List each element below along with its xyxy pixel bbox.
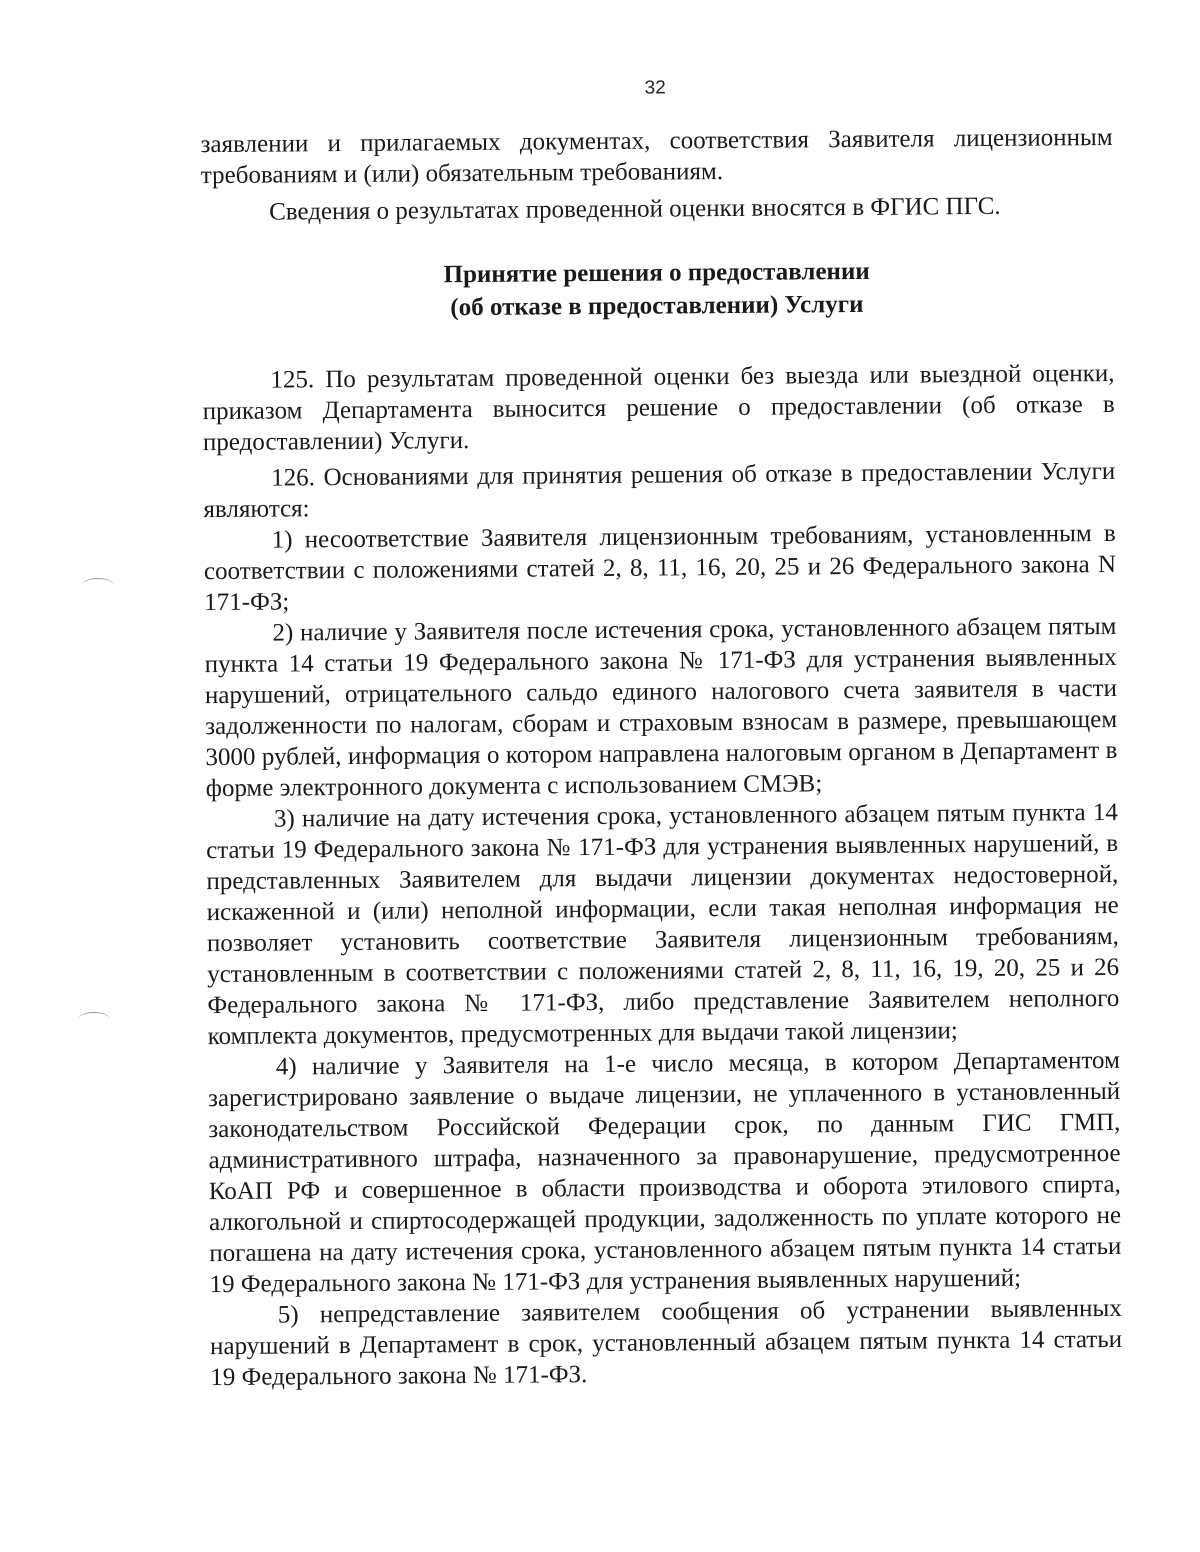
paragraph-125: 125. По результатам проведенной оценки без выезда или выездной оценки, приказом Департамента выносится решение о предоставлении (об отказе в предоставлении) Услуги. (202, 359, 1115, 457)
intro-continuation: заявлении и прилагаемых документах, соответствия Заявителя лицензионным требованиям и (или) обязательным требованиям. (200, 123, 1113, 190)
list-item-2: 2) наличие у Заявителя после истечения срока, установленного абзацем пятым пункта 14 статьи 19 Федерального закона № 171-ФЗ для устранения выявленных нарушений, отрицательного сальдо единого налогового счета заявителя в части задолженности по налогам, сборам и страховым взносам в размере, превышающем 3000 рублей, информация о котором направлена налоговым органом в Департамент в форме электронного документа с использованием СМЭВ; (204, 612, 1118, 803)
list-item-1: 1) несоответствие Заявителя лицензионным требованиям, установленным в соответствии с положениями статей 2, 8, 11, 16, 20, 25 и 26 Федерального закона N 171-ФЗ; (203, 519, 1117, 617)
intro-sentence: Сведения о результатах проведенной оценки вносятся в ФГИС ПГС. (269, 192, 1001, 226)
scan-punch-mark (78, 1012, 110, 1027)
heading-line-2: (об отказе в предоставлении) Услуги (450, 290, 864, 322)
list-item-4: 4) наличие у Заявителя на 1-е число месяца, в котором Департаментом зарегистрировано заявление о выдаче лицензии, не уплаченного в установленный законодательством Российской Федерации срок, по данным ГИС ГМП, административного штрафа, назначенного за правонарушение, предусмотренное КоАП РФ и совершенное в области производства и оборота этилового спирта, алкогольной и спиртосодержащей продукции, задолженность по уплате которого не погашена на дату истечения срока, установленного абзацем пятым пункта 14 статьи 19 Федерального закона № 171-ФЗ для устранения выявленных нарушений; (208, 1046, 1122, 1299)
paragraph-126: 126. Основаниями для принятия решения об отказе в предоставлении Услуги являются: (203, 457, 1116, 524)
list-item-5: 5) непредставление заявителем сообщения об устранении выявленных нарушений в Департамент в срок, установленный абзацем пятым пункта 14 статьи 19 Федерального закона № 171-ФЗ. (209, 1294, 1123, 1392)
scan-punch-mark (82, 578, 114, 593)
heading-line-1: Принятие решения о предоставлении (443, 257, 870, 289)
intro-block (201, 122, 1114, 228)
section-heading (202, 253, 1112, 326)
page-number: 32 (644, 77, 666, 99)
main-body (202, 358, 1122, 1393)
list-item-3: 3) наличие на дату истечения срока, установленного абзацем пятым пункта 14 статьи 19 Федерального закона № 171-ФЗ для устранения выявленных нарушений, в представленных Заявителем для выдачи лицензии документах недостоверной, искаженной и (или) неполной информации, если такая неполная информация не позволяет установить соответствие Заявителя лицензионным требованиям, установленным в соответствии с положениями статей 2, 8, 11, 16, 19, 20, 25 и 26 Федерального закона № 171-ФЗ, либо представление Заявителем неполного комплекта документов, предусмотренных для выдачи такой лицензии; (206, 798, 1120, 1051)
